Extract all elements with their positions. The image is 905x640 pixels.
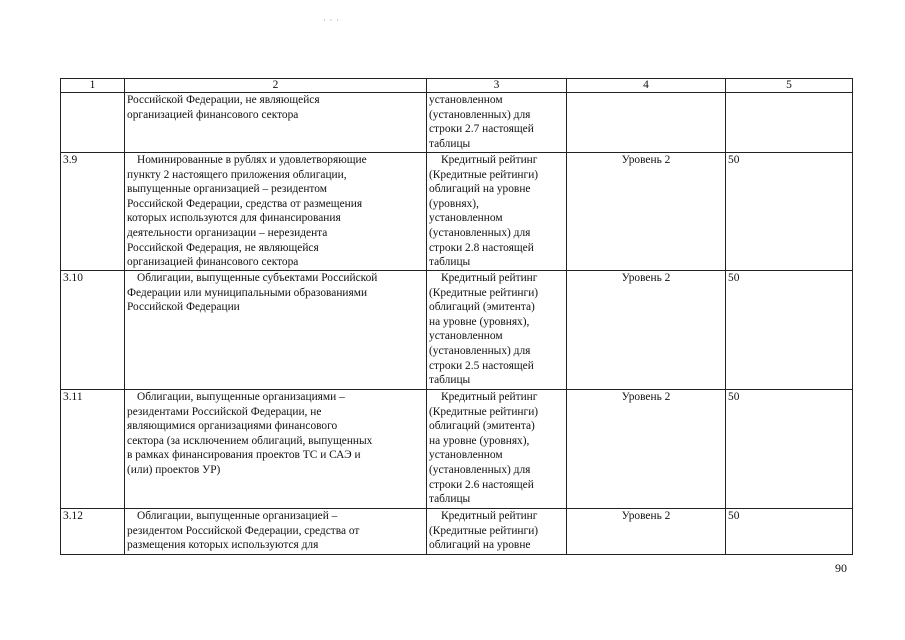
requirements-table [60,78,853,555]
rating-line: таблицы [429,137,471,150]
row-level: Уровень 2 [567,509,726,555]
row-number: 3.9 [61,153,125,271]
rating-line: (Кредитные рейтинги) [429,524,539,537]
row-value [726,93,853,153]
rating-line: (уровнях), [429,197,479,210]
row-description [125,390,427,509]
desc-line: Российской Федерации, не являющейся [127,94,320,106]
rating-line: установленном [429,94,503,106]
header-col-4: 4 [567,79,726,93]
row-description [125,93,427,153]
rating-line: (Кредитные рейтинги) [429,286,539,299]
desc-line: резидентом Российской Федерации, средства от [127,524,360,537]
desc-line: Облигации, выпущенные субъектами Российской [137,272,378,284]
rating-line: таблицы [429,374,471,387]
rating-line: таблицы [429,256,471,269]
row-rating [427,93,567,153]
desc-line: Российской Федерация, не являющейся [127,241,319,254]
row-number: 3.12 [61,509,125,555]
row-value: 50 [726,271,853,390]
rating-line: установленном [429,212,503,225]
desc-line: организацией финансового сектора [127,256,299,269]
desc-line: сектора (за исключением облигаций, выпущенных [127,434,373,447]
desc-line: (или) проектов УР) [127,463,221,476]
row-level: Уровень 2 [567,271,726,390]
desc-line: Российской Федерации [127,301,240,314]
desc-line: Облигации, выпущенные организациями – [137,391,345,403]
row-value: 50 [726,509,853,555]
header-col-5: 5 [726,79,853,93]
table-row [61,271,853,390]
rating-line: установленном [429,330,503,343]
rating-line: (Кредитные рейтинги) [429,405,539,418]
rating-line: Кредитный рейтинг [441,391,538,403]
desc-line: деятельности организации – нерезидента [127,226,328,239]
desc-line: пункту 2 настоящего приложения облигации, [127,168,347,181]
rating-line: установленном [429,449,503,462]
row-number [61,93,125,153]
desc-line: выпущенные организацией – резидентом [127,183,327,196]
rating-line: строки 2.5 настоящей [429,359,534,372]
rating-line: строки 2.8 настоящей [429,241,534,254]
desc-line: Федерации или муниципальными образованиями [127,286,368,299]
header-col-1: 1 [61,79,125,93]
header-col-2: 2 [125,79,427,93]
rating-line: облигаций на уровне [429,539,531,552]
rating-line: облигаций на уровне [429,183,531,196]
rating-line: строки 2.7 настоящей [429,123,534,136]
desc-line: Номинированные в рублях и удовлетворяющие [137,154,367,166]
rating-line: Кредитный рейтинг [441,154,538,166]
row-value: 50 [726,153,853,271]
rating-line: таблицы [429,493,471,506]
rating-line: (установленных) для [429,226,531,239]
desc-line: в рамках финансирования проектов ТС и САЭ и [127,449,361,462]
desc-line: размещения которых используются для [127,539,319,552]
desc-line: Российской Федерации, средства от размещения [127,197,363,210]
table-row [61,153,853,271]
rating-line: строки 2.6 настоящей [429,478,534,491]
rating-line: на уровне (уровнях), [429,315,530,328]
rating-line: Кредитный рейтинг [441,272,538,284]
header-row [61,79,853,93]
rating-line: (установленных) для [429,344,531,357]
rating-line: (установленных) для [429,463,531,476]
scan-speck: · · · [323,16,340,25]
rating-line: Кредитный рейтинг [441,510,538,522]
rating-line: (Кредитные рейтинги) [429,168,539,181]
rating-line: облигаций (эмитента) [429,420,535,433]
desc-line: организацией финансового сектора [127,108,299,121]
rating-line: на уровне (уровнях), [429,434,530,447]
row-rating [427,271,567,390]
desc-line: резидентами Российской Федерации, не [127,405,322,418]
row-value: 50 [726,390,853,509]
row-number: 3.11 [61,390,125,509]
row-rating [427,153,567,271]
desc-line: Облигации, выпущенные организацией – [137,510,338,522]
row-level [567,93,726,153]
table-row [61,390,853,509]
header-col-3: 3 [427,79,567,93]
table-row [61,93,853,153]
row-level: Уровень 2 [567,153,726,271]
row-description [125,153,427,271]
row-number: 3.10 [61,271,125,390]
row-description [125,271,427,390]
rating-line: облигаций (эмитента) [429,301,535,314]
desc-line: являющимися организациями финансового [127,420,338,433]
desc-line: которых используются для финансирования [127,212,341,225]
rating-line: (установленных) для [429,108,531,121]
row-description [125,509,427,555]
row-level: Уровень 2 [567,390,726,509]
page-number: 90 [835,561,847,575]
row-rating [427,509,567,555]
table-row [61,509,853,555]
row-rating [427,390,567,509]
